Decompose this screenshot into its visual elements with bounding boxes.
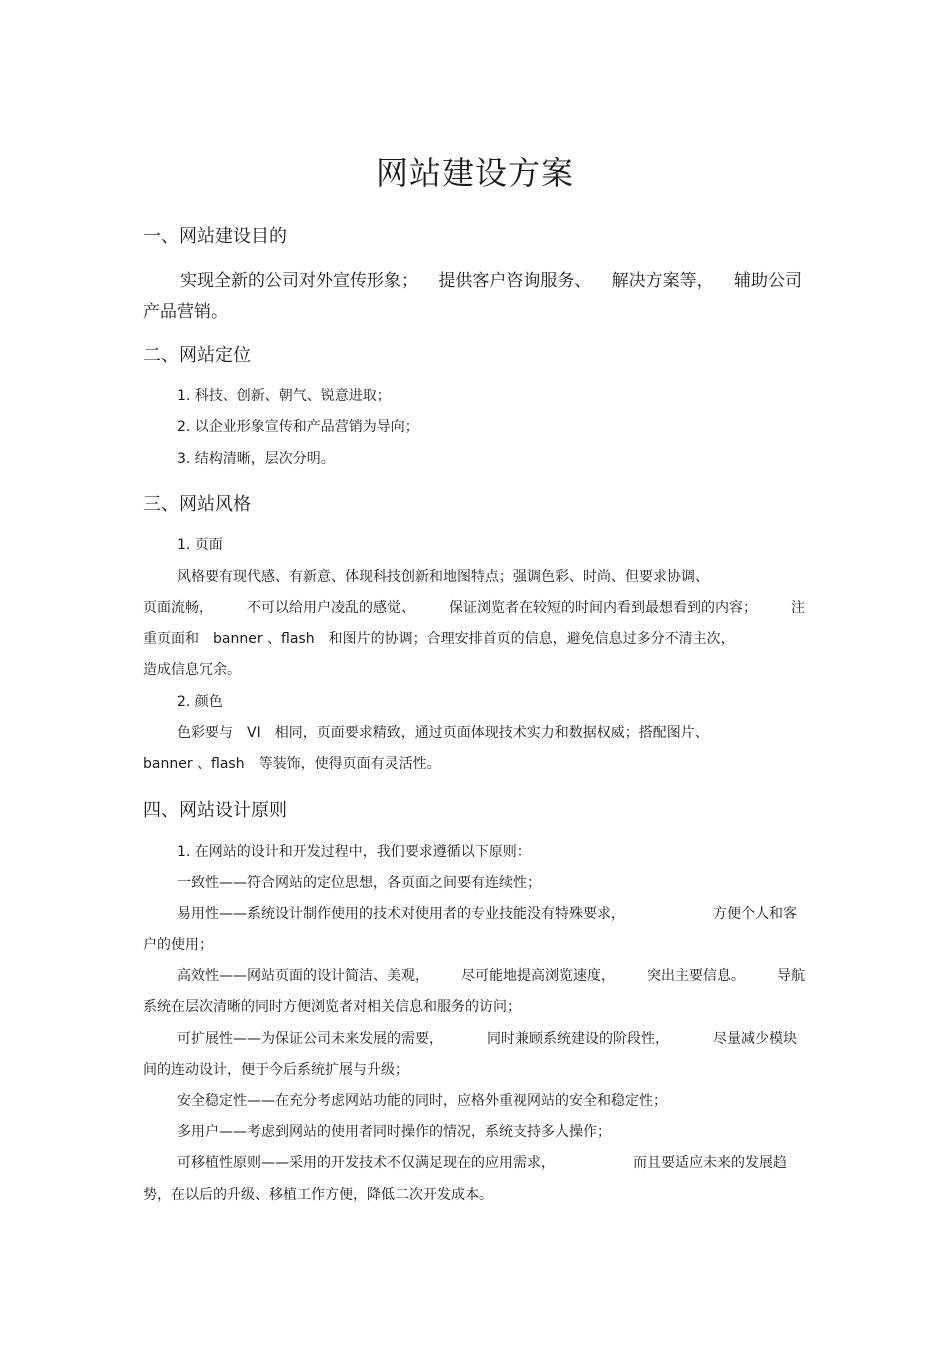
principle-efficiency-line-2: 系统在层次清晰的同时方便浏览者对相关信息和服务的访问； [143, 999, 521, 1015]
section-heading-principles: 四、网站设计原则 [143, 800, 287, 821]
text-segment: 尽量减少模块 [713, 1031, 797, 1047]
text-segment: 不可以给用户凌乱的感觉、 [247, 600, 415, 616]
subsection-heading-page: 1. 页面 [177, 537, 223, 553]
section-heading-positioning: 二、网站定位 [143, 345, 251, 366]
subsection-heading-color: 2. 颜色 [177, 694, 223, 710]
text-segment: 保证浏览者在较短的时间内看到最想看到的内容； [449, 600, 757, 616]
text-segment: 高效性——网站页面的设计简洁、美观， [177, 968, 429, 984]
principle-portability-line-1 [177, 1152, 787, 1172]
section-heading-purpose: 一、网站建设目的 [143, 226, 287, 247]
style-paragraph-line: 造成信息冗余。 [143, 662, 241, 678]
color-paragraph-line: 色彩要与 VI 相同，页面要求精致，通过页面体现技术实力和数据权威；搭配图片、 [177, 725, 709, 741]
purpose-paragraph-line-1 [180, 266, 802, 291]
section-heading-style: 三、网站风格 [143, 494, 251, 515]
color-paragraph-line: banner 、flash 等装饰，使得页面有灵活性。 [143, 756, 441, 772]
principle-security: 安全稳定性——在充分考虑网站功能的同时，应格外重视网站的安全和稳定性； [177, 1093, 667, 1109]
text-segment: 导航 [777, 968, 805, 984]
principle-efficiency-line-1 [177, 965, 805, 985]
text-segment: 提供客户咨询服务、 [438, 271, 592, 291]
text-segment: 解决方案等， [611, 271, 714, 291]
text-segment: 辅助公司 [733, 271, 802, 291]
principle-multiuser: 多用户——考虑到网站的使用者同时操作的情况，系统支持多人操作； [177, 1124, 611, 1140]
style-paragraph-line: 风格要有现代感、有新意、体现科技创新和地图特点；强调色彩、时尚、但要求协调、 [177, 569, 709, 585]
text-segment: 实现全新的公司对外宣传形象； [180, 271, 418, 291]
principle-consistency: 一致性——符合网站的定位思想，各页面之间要有连续性； [177, 875, 541, 891]
list-item: 2. 以企业形象宣传和产品营销为导向； [177, 419, 419, 435]
text-segment: 页面流畅， [143, 600, 213, 616]
principle-extensibility-line-1 [177, 1028, 797, 1048]
list-item: 1. 科技、创新、朝气、锐意进取； [177, 388, 391, 404]
list-item: 3. 结构清晰，层次分明。 [177, 451, 335, 467]
text-segment: 突出主要信息。 [647, 968, 745, 984]
style-paragraph-line [143, 597, 805, 617]
text-segment: 而且要适应未来的发展趋 [633, 1155, 787, 1171]
style-paragraph-line: 重页面和 banner 、flash 和图片的协调；合理安排首页的信息，避免信息过多分不清主次， [143, 631, 735, 647]
principle-usability-line-2: 户的使用； [143, 937, 213, 953]
text-segment: 同时兼顾系统建设的阶段性， [487, 1031, 669, 1047]
text-segment: 注 [791, 600, 805, 616]
principle-portability-line-2: 势，在以后的升级、移植工作方便，降低二次开发成本。 [143, 1187, 493, 1203]
principle-usability-line-1 [177, 903, 797, 923]
text-segment: 方便个人和客 [713, 906, 797, 922]
text-segment: 可移植性原则——采用的开发技术不仅满足现在的应用需求， [177, 1155, 555, 1171]
principles-intro: 1. 在网站的设计和开发过程中，我们要求遵循以下原则： [177, 844, 531, 860]
purpose-paragraph-line-2: 产品营销。 [143, 302, 228, 322]
page-title: 网站建设方案 [375, 154, 574, 192]
text-segment: 可扩展性——为保证公司未来发展的需要， [177, 1031, 443, 1047]
principle-extensibility-line-2: 间的连动设计，便于今后系统扩展与升级； [143, 1062, 409, 1078]
text-segment: 易用性——系统设计制作使用的技术对使用者的专业技能没有特殊要求， [177, 906, 625, 922]
text-segment: 尽可能地提高浏览速度， [461, 968, 615, 984]
